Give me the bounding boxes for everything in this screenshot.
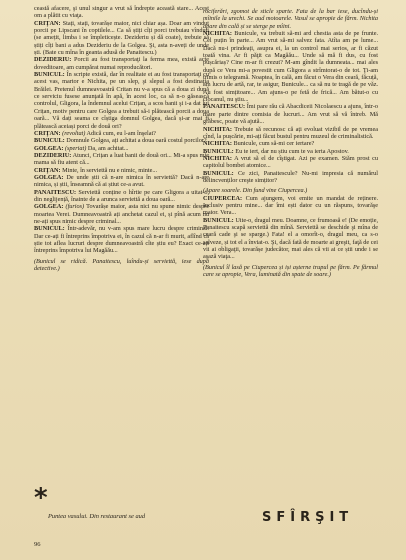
dialogue-text: În scripte există, dar în realitate ei au fost transportaţi cu acest vas, martor e Nichita, pe un slep, şi slepul a fost destinația Brăilei. Pretenul dumneavoastră Critan nu v-a spus că a doua zi după ce serviciu fusese anunţată în apă, în acest loc, ca să n-o găsească controlul, Gligora, la îndemnul acelui Crițan, a scos banii şi i-a dat lui Crițan, motiv pentru care Golgea a trebuit să-i plătească porcii a doua oară... Vă dați seama ce cîștiga domnul Golgea, dacă și-ar mai fi plătească aceiași porci de două ori? bbox=[34, 71, 209, 130]
dialogue-line bbox=[34, 130, 209, 137]
speaker-name: BUNICUL: bbox=[203, 169, 234, 177]
speaker-name: NICHITA: bbox=[203, 125, 232, 133]
speaker-name: BUNICUL: bbox=[203, 147, 234, 155]
dialogue-text: Serviettă conține o hîrtie pe care Gligora a uitat-o, din neglijență, înainte de a arunca serviettă a doua oară... bbox=[34, 188, 209, 203]
dialogue-line bbox=[203, 30, 378, 103]
speaker-name: DEZIDERIU: bbox=[34, 56, 72, 64]
stage-direction-footnote: Puntea vasului. Din restaurant se aud bbox=[48, 513, 146, 520]
dialogue-text: Stați, stați, tovarășe maior, nici chiar așa. Doar am vindut porcii pe Lipscani în coptilele... Ca să știți cîți porci trebuiau vînduți (se amețit, limba i se împleticește. Dezideriu și dă coate), trebuie să știți cîți bani a adus Dezideriu de la Golgea. Şi, asta n-aveți de unde ști. (Bate cu mîna în geanta adusă de Panaitescu.) bbox=[34, 19, 209, 57]
dialogue-line bbox=[34, 203, 209, 225]
dialogue-line bbox=[34, 20, 209, 57]
dialogue-text: Trebuie să recunosc că ați evoluat vizibil de pe vremea cînd, la pușcărie, mi-ați făcut bustul pentru muzeul de criminalistică. bbox=[203, 125, 378, 140]
dialogue-text: Bunicule, va trebuit să-mi ard chestia asta de pe frunte. Cel puțin în parte... Am vrut să-mi salvez fata. Atîta am pe lume... Dacă nu-i prindeați, asupra ei, la un control mai serios, ar fi căzut toată vina. Ar fi păţit ca Magăău... Unde să mă fi dus, cu fost pușcăriaș? Cine m-ar fi crezut? M-am gîndit la dumneata... mai ales după ce Vera mi-a povestit cum Gligora a strîmtorat-o de tot. Ţi-am trimis o telegramă. Noaptea, în cală, am făcut o Vera din ceară, făcuță, am lucru de artă, rar, te asigur, Bunicule... ca să nu te tragă de pe văz. Au fost simțitoare... Am ajuns-o pe fetă de frică... Am bătut-o cu ciocanul, nu ştiu... bbox=[203, 30, 379, 104]
dialogue-text: Domnule Golgea, ați achitat a doua oară costul porcilor? bbox=[66, 137, 207, 145]
speaker-name: PANAITESCU: bbox=[34, 188, 77, 196]
section-asterisk: * bbox=[34, 483, 48, 513]
dialogue-line bbox=[203, 148, 378, 155]
dialogue-text: A vrut să el de cîştigat. Azi pe examen. Stăm prost cu capitolul bombei atomice... bbox=[203, 154, 378, 170]
speaker-name: CRIŢAN: bbox=[34, 19, 61, 27]
speaker-stage-note: (speriat) bbox=[64, 144, 87, 152]
dialogue-line bbox=[203, 140, 378, 147]
speaker-stage-note: (furios) bbox=[65, 203, 85, 211]
speaker-name: NICHITA: bbox=[203, 30, 232, 38]
dialogue-text: Adică cum, eu l-am înşelat? bbox=[86, 129, 156, 137]
speaker-name: BUNICUL: bbox=[34, 225, 65, 233]
speaker-name: GOLGEA: bbox=[34, 173, 64, 181]
stage-direction: (Apare soarele. Din fund vine Ciupercea.) bbox=[203, 187, 308, 195]
paragraph: ceastă afacere, şi unul singur a vrut să îndrepte această stare... Acest om a plătit cu viaţa. bbox=[34, 5, 209, 20]
right-text-column bbox=[203, 5, 378, 278]
speaker-name: BUNICUL: bbox=[34, 71, 65, 79]
speaker-name: BUNICUL: bbox=[203, 216, 234, 224]
speaker-name: CRIŢAN: bbox=[34, 166, 61, 174]
speaker-name: NICHITA: bbox=[203, 140, 232, 148]
dialogue-text: Minte, în serviettă nu e nimic, minte... bbox=[62, 166, 157, 174]
speaker-name: GOLGEA: bbox=[34, 144, 64, 152]
dialogue-line bbox=[34, 225, 209, 254]
dialogue-text: Da, am achitat... bbox=[87, 144, 129, 152]
speaker-name: NICHITA: bbox=[203, 154, 232, 162]
dialogue-line bbox=[34, 152, 209, 167]
dialogue-text: De unde știi că n-are nimica în serviettă? Dacă n-are nimica, și știi, înseamnă că ai știut ce-a avut. bbox=[34, 173, 210, 189]
dialogue-text: Cum ajungem, voi emite un mandat de reținere. Inclusiv pentru mine... dar îmi ești dator cu un răspuns, tovarăşe maior. Vera... bbox=[203, 194, 378, 217]
dialogue-line bbox=[203, 217, 378, 261]
dialogue-text: Porcii au fost transportaţi la ferma mea, există acte doveditoare, am cumpărat numai reproducători. bbox=[34, 56, 209, 71]
speaker-name: DEZIDERIU: bbox=[34, 151, 72, 159]
dialogue-line bbox=[203, 195, 378, 217]
stage-direction: (Bunicul se ridică. Panaitescu, luîndu-și serviettă, iese după detective.) bbox=[34, 257, 209, 273]
dialogue-text: Ce zici, Panaitescule? Nu-mi impresia că numărul delincvenților creşte simțitor? bbox=[203, 169, 379, 184]
dialogue-line bbox=[34, 189, 209, 204]
speaker-name: BUNICUL: bbox=[34, 137, 65, 145]
dialogue-line bbox=[203, 170, 378, 185]
left-text-column bbox=[34, 5, 209, 272]
dialogue-line bbox=[34, 137, 209, 144]
speaker-name: PANAITESCU: bbox=[203, 103, 246, 111]
dialogue-text: Îmi pare rău că Abacdiceii Nicolaescu a ajuns, într-o mare parte dintre comisia de lucruri... Am vrut să vă întreb. Mă grăbesc, poate vă ajută... bbox=[203, 103, 378, 126]
dialogue-line bbox=[203, 155, 378, 170]
dialogue-line bbox=[34, 56, 209, 71]
dialogue-line bbox=[203, 126, 378, 141]
dialogue-text: Într-adevăr, nu v-am spus mare lucru despre criminal. Dar ce-ați fi întreprins împotriva ei, în cazul că n-ar fi murit, aflînd că știe tot aflea lucruri despre dumneavoastră cîte știu eu? Exact ce-ați întreprins împotriva lui Magăău... bbox=[34, 225, 209, 255]
page-number: 96 bbox=[34, 541, 41, 548]
stage-direction: (Bunicul îl lasă pe Ciupercea și iși așterne trupul pe fărm. Pe fărmul care se apropie, Vera, luminată din spate de soare.) bbox=[203, 263, 378, 279]
dialogue-text: Eu te iert, dar nu știu cum te va ierta Apostov. bbox=[235, 147, 349, 155]
stage-direction: rociferări, zgomot de sticle sparte. Fata de la bar iese, ducîndu-și mîinile la urechi. Se aud motoarele. Vasul se apropie de fărm. Nichita apare din cală și se sterge pe mîini. bbox=[203, 8, 378, 30]
speaker-stage-note: (revoltat) bbox=[62, 129, 86, 137]
dialogue-line bbox=[34, 145, 209, 152]
speaker-name: CRIŢAN: bbox=[34, 129, 61, 137]
speaker-name: CIUPERCEA: bbox=[203, 194, 243, 202]
dialogue-line bbox=[34, 71, 209, 130]
dialogue-line bbox=[34, 167, 209, 174]
dialogue-text: Bunicule, cum să-mi cer iertare? bbox=[233, 140, 315, 148]
end-title: SFÎRŞIT bbox=[262, 510, 354, 525]
dialogue-line bbox=[203, 103, 378, 125]
speaker-name: GOLGEA: bbox=[34, 203, 64, 211]
dialogue-text: Atunci, Crițan a luat banii de două ori... Mi-a spus mie mama să fiu atent că... bbox=[34, 151, 209, 167]
dialogue-line bbox=[34, 174, 209, 189]
dialogue-text: Uite-o, dragul meu. Doamne, ce frumoasă e! (De emoție, Panaitescu scapă serviettă din mînă. Serviettă se deschide şi mîna de ceară cade şi se sparge.) Fata! el a omorît-o, dragul meu, ca s-o salveze, și tot el a înviat-o. Şi, dacă fată de moarte ai greşit, faţă de cei vii ai obligaţii, tovarășe judecător, mai ales că vii ai ce știi unde i se aşază viaţa... bbox=[203, 216, 378, 261]
dialogue-text: Tovarășe maior, asta nici nu spune nimic despre moartea Verei. Dumneavoastră ați anchetat cazul ei, și pînă acum nu ne-ați spus nimic despre criminal... bbox=[34, 203, 209, 225]
